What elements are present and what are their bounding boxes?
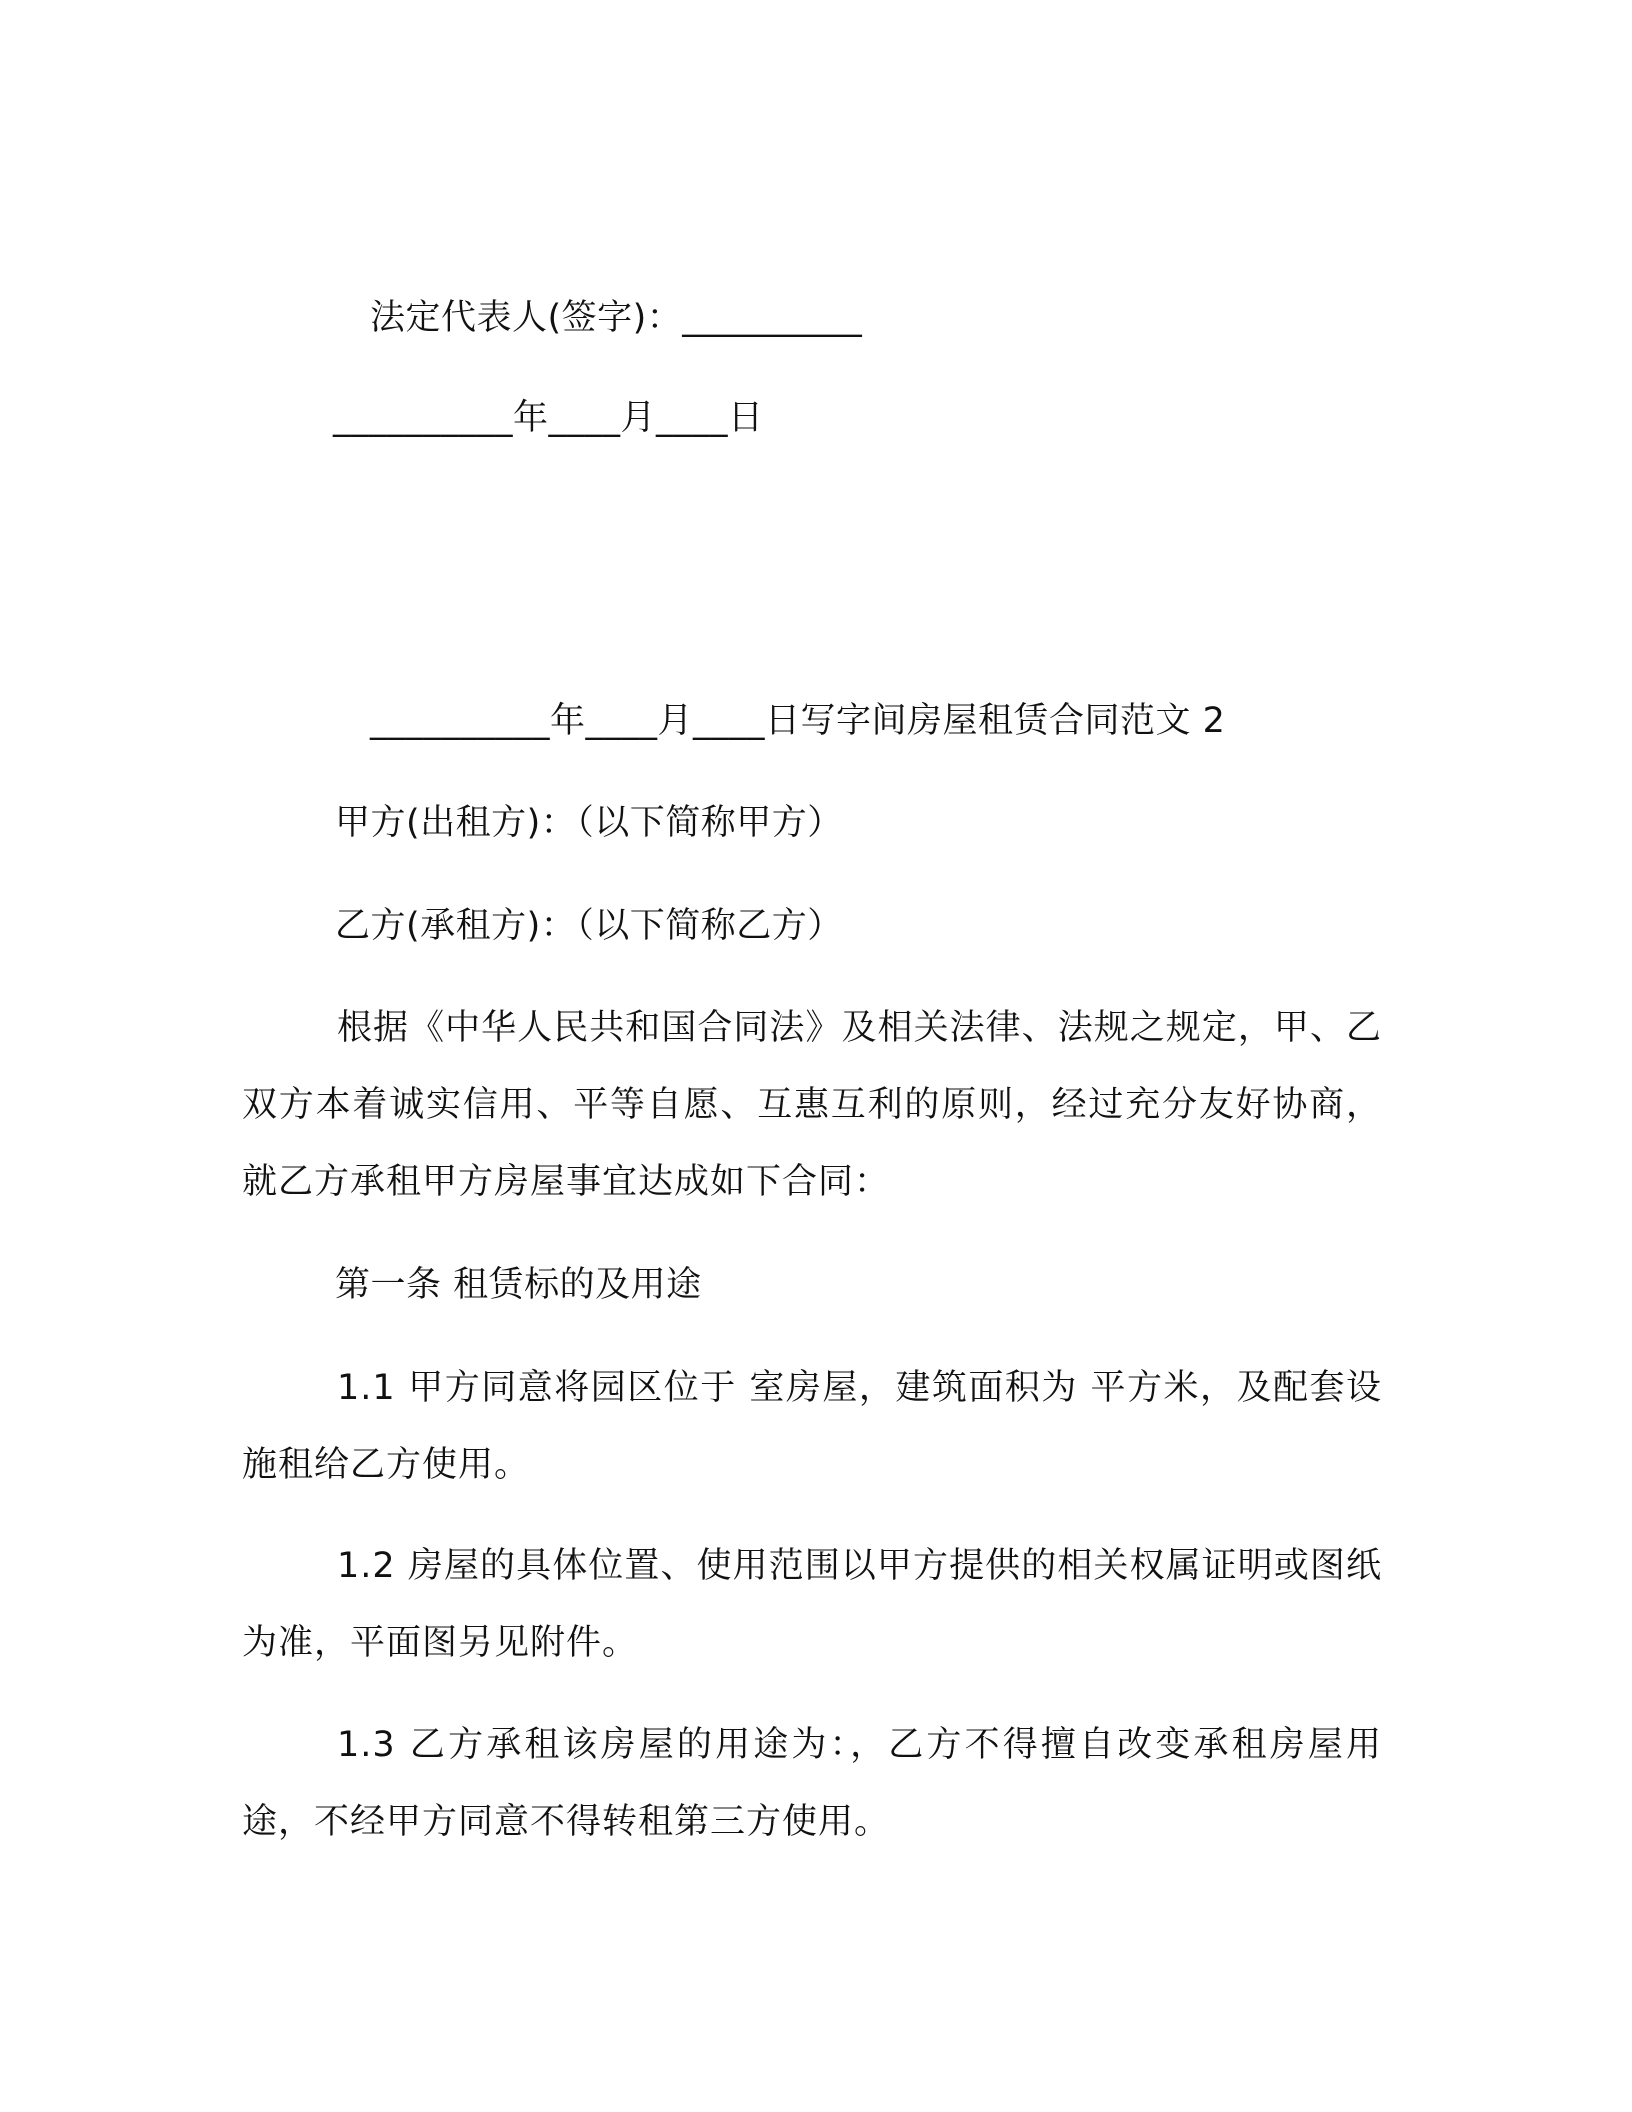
article-1-heading: 第一条 租赁标的及用途 xyxy=(335,1265,702,1305)
party-a-line: 甲方(出租方)：（以下简称甲方） xyxy=(335,803,843,843)
party-b-line: 乙方(承租方)：（以下简称乙方） xyxy=(335,906,843,946)
clause-1-2-paragraph: 1.2 房屋的具体位置、使用范围以甲方提供的相关权属证明或图纸为准，平面图另见附件。 xyxy=(242,1546,1382,1663)
legal-representative-signature-line: 法定代表人(签字)：__________ xyxy=(370,298,863,338)
contract-title-line: __________年____月____日写字间房屋租赁合同范文 2 xyxy=(370,701,1226,741)
preamble-paragraph: 根据《中华人民共和国合同法》及相关法律、法规之规定，甲、乙双方本着诚实信用、平等自愿、互惠互利的原则，经过充分友好协商，就乙方承租甲方房屋事宜达成如下合同： xyxy=(242,1008,1382,1202)
signature-date-line: __________年____月____日 xyxy=(333,398,764,438)
clause-1-3-paragraph: 1.3 乙方承租该房屋的用途为：，乙方不得擅自改变承租房屋用途，不经甲方同意不得转租第三方使用。 xyxy=(242,1725,1382,1842)
clause-1-1-paragraph: 1.1 甲方同意将园区位于 室房屋，建筑面积为 平方米，及配套设施租给乙方使用。 xyxy=(242,1368,1382,1485)
